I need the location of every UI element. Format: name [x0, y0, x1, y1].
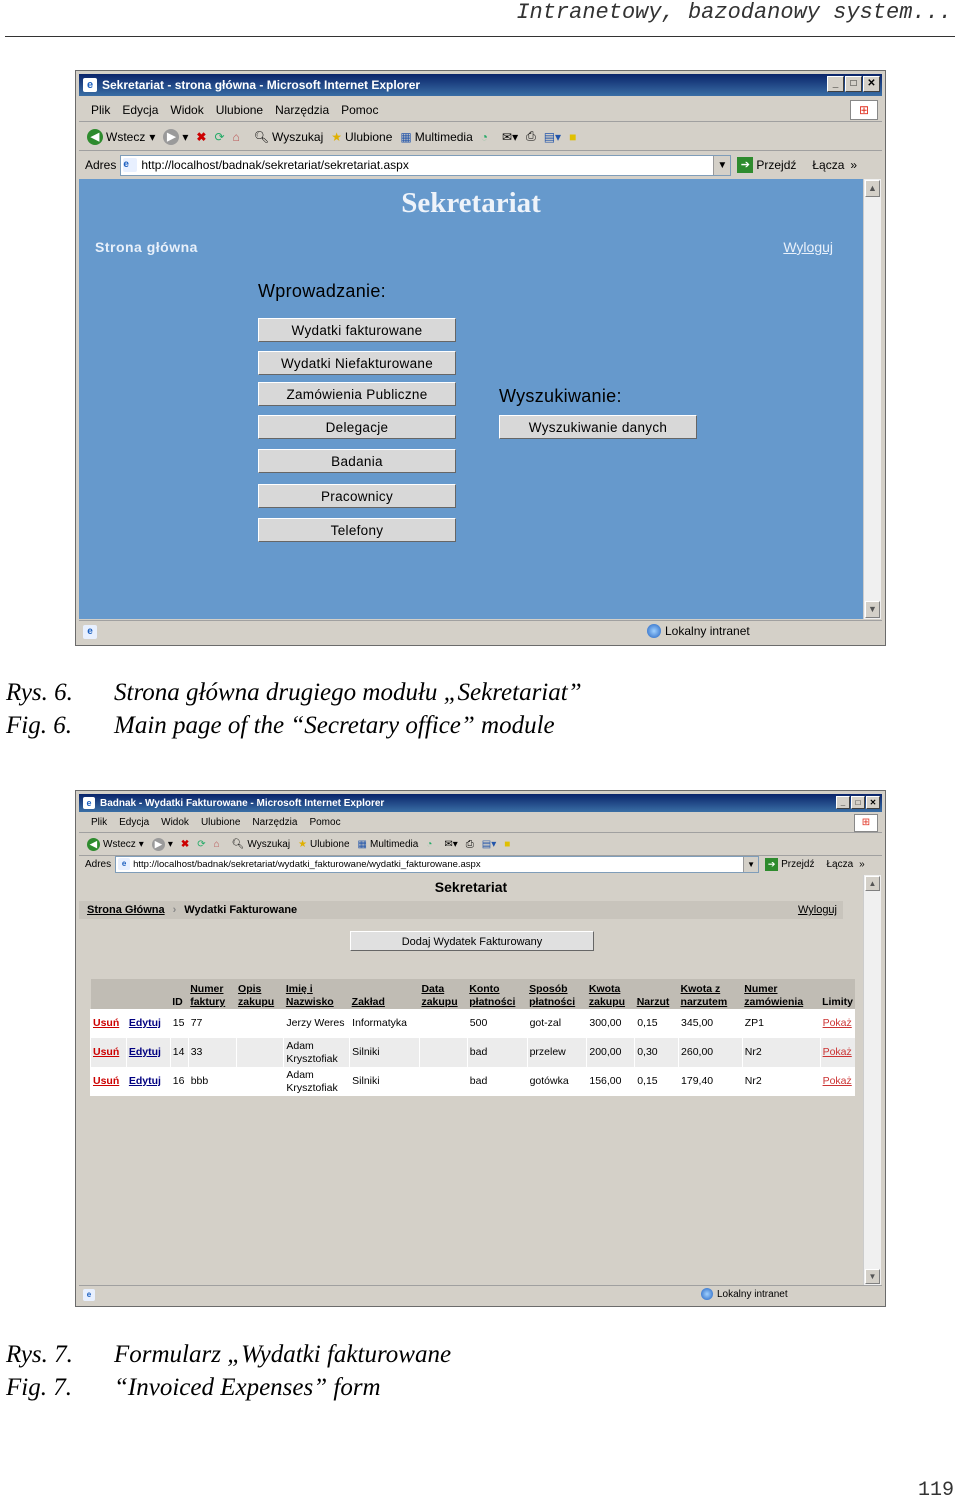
public-orders-button[interactable]: Zamówienia Publiczne [258, 382, 456, 406]
address-url: http://localhost/badnak/sekretariat/sekretariat.aspx [141, 158, 409, 172]
close-button[interactable]: ✕ [863, 76, 880, 92]
add-invoiced-expense-button[interactable]: Dodaj Wydatek Fakturowany [350, 931, 594, 951]
links-button[interactable]: Łącza [812, 158, 845, 172]
security-zone: Lokalny intranet [701, 1288, 788, 1300]
address-url: http://localhost/badnak/sekretariat/wydatki_fakturowane/wydatki_fakturowane.aspx [133, 858, 481, 870]
menu-help[interactable]: Pomoc [341, 102, 379, 117]
search-button[interactable]: 🔍︎ Wyszukaj [253, 129, 324, 144]
home-button[interactable] [214, 839, 220, 850]
menu-edit[interactable]: Edycja [119, 817, 150, 828]
favorites-button[interactable]: ★ Ulubione [331, 129, 393, 144]
edit-button[interactable] [482, 839, 496, 850]
page-icon: e [123, 158, 137, 172]
address-label: Adres [85, 858, 112, 870]
back-button[interactable]: ◀ Wstecz ▾ [87, 838, 144, 851]
cell-amount: 156,00 [587, 1067, 635, 1096]
menu-bar [79, 813, 882, 833]
cell-department: Silniki [350, 1038, 420, 1067]
breadcrumb-home-link[interactable]: Strona Główna [87, 904, 165, 916]
menu-bar [79, 98, 882, 122]
breadcrumb [79, 901, 843, 919]
cell-markup: 0,15 [635, 1009, 679, 1038]
show-limits-link[interactable]: Pokaż [820, 1009, 855, 1038]
address-label: Adres [85, 158, 117, 172]
table-row [91, 1009, 856, 1038]
forward-button[interactable]: ▶ ▾ [163, 129, 188, 145]
cell-order-number: ZP1 [742, 1009, 820, 1038]
favorites-button[interactable]: ★ Ulubione [298, 839, 350, 850]
caption-fig6-polish: Rys. 6. Strona główna drugiego modułu „Sekretariat” [6, 679, 582, 706]
cell-account: 500 [467, 1009, 527, 1038]
menu-tools[interactable]: Narzędzia [275, 102, 330, 117]
ie-logo-icon: e [83, 797, 95, 809]
delete-link[interactable]: Usuń [91, 1067, 127, 1096]
cell-amount-with-markup: 345,00 [679, 1009, 743, 1038]
edit-link[interactable]: Edytuj [126, 1009, 170, 1038]
cell-purchase-date [419, 1038, 467, 1067]
expenses-table [90, 979, 855, 1096]
table-header-row [91, 979, 856, 1009]
column-header[interactable]: Kwota z narzutem [679, 979, 743, 1009]
go-button[interactable]: ➔ Przejdź [737, 157, 796, 173]
delegations-button[interactable]: Delegacje [258, 415, 456, 439]
links-chevron-icon[interactable]: » [859, 858, 865, 870]
browser-window-fig6 [75, 70, 886, 646]
column-header[interactable]: Numer zamówienia [742, 979, 820, 1009]
page-title: Sekretariat [434, 879, 508, 895]
go-arrow-icon: ➔ [737, 157, 753, 173]
page-viewport [79, 179, 863, 619]
running-header: Intranetowy, bazodanowy system... [516, 0, 952, 25]
home-icon: ⌂ [213, 839, 220, 850]
cell-markup: 0,30 [635, 1038, 679, 1067]
menu-help[interactable]: Pomoc [309, 817, 341, 828]
cell-name: Jerzy Weres [284, 1009, 350, 1038]
intranet-globe-icon [701, 1288, 713, 1300]
cell-amount-with-markup: 179,40 [679, 1067, 743, 1096]
window-title: Badnak - Wydatki Fakturowane - Microsoft Internet Explorer [100, 797, 385, 809]
mail-icon: ✉▾ [444, 839, 458, 850]
stop-button[interactable] [196, 130, 206, 144]
print-icon: ⎙ [465, 839, 474, 850]
messenger-button[interactable] [569, 130, 576, 144]
column-header: Limity [820, 979, 855, 1009]
maximize-button[interactable]: □ [851, 796, 865, 809]
page-icon: e [118, 858, 130, 870]
header-rule [5, 36, 955, 37]
delete-link[interactable]: Usuń [91, 1038, 127, 1067]
cell-department: Informatyka [350, 1009, 420, 1038]
column-header[interactable]: Kwota zakupu [587, 979, 635, 1009]
logout-link[interactable]: Wyloguj [783, 239, 833, 255]
cell-payment-method: gotówka [527, 1067, 587, 1096]
address-dropdown-icon[interactable]: ▼ [713, 156, 730, 175]
menu-favorites[interactable]: Ulubione [200, 817, 241, 828]
table-row [91, 1038, 856, 1067]
messenger-button[interactable] [504, 839, 510, 850]
minimize-button[interactable]: _ [836, 796, 850, 809]
refresh-button[interactable] [197, 839, 205, 850]
close-button[interactable]: ✕ [866, 796, 880, 809]
column-header [91, 979, 127, 1009]
intranet-globe-icon [647, 624, 661, 638]
column-header[interactable]: Imię i Nazwisko [284, 979, 350, 1009]
show-limits-link[interactable]: Pokaż [820, 1067, 855, 1096]
history-button[interactable] [481, 130, 488, 144]
star-icon: ★ [298, 839, 308, 850]
cell-id: 14 [170, 1038, 188, 1067]
address-dropdown-icon[interactable]: ▼ [743, 857, 758, 872]
address-field[interactable] [115, 856, 759, 873]
entry-heading: Wprowadzanie: [258, 281, 386, 301]
cell-account: bad [467, 1067, 527, 1096]
caption-fig7-polish: Rys. 7. Formularz „Wydatki fakturowane [6, 1341, 452, 1368]
vertical-scrollbar[interactable] [863, 179, 881, 619]
stop-button[interactable] [181, 839, 189, 850]
caption-fig6-english: Fig. 6. Main page of the “Secretary office” module [6, 712, 555, 739]
menu-file[interactable]: Plik [91, 817, 108, 828]
status-page-icon: e [83, 1289, 95, 1301]
menu-favorites[interactable]: Ulubione [215, 102, 264, 117]
toolbar [79, 123, 882, 151]
star-icon: ★ [331, 129, 343, 144]
note-icon: ■ [504, 839, 511, 850]
cell-payment-method: przelew [527, 1038, 587, 1067]
column-header [126, 979, 170, 1009]
page-viewport [79, 875, 863, 1285]
breadcrumb-separator-icon: › [172, 904, 177, 916]
cell-description [236, 1067, 284, 1096]
cell-description [236, 1009, 284, 1038]
cell-description [236, 1038, 284, 1067]
data-search-button[interactable]: Wyszukiwanie danych [499, 415, 697, 439]
forward-arrow-icon: ▶ [163, 129, 179, 145]
column-header[interactable]: Narzut [635, 979, 679, 1009]
edit-icon: ▤▾ [543, 129, 562, 144]
history-button[interactable] [426, 839, 432, 850]
cell-markup: 0,15 [635, 1067, 679, 1096]
media-button[interactable]: ▦ Multimedia [357, 839, 419, 850]
column-header[interactable]: Numer faktury [188, 979, 236, 1009]
print-icon: ⎙ [526, 129, 536, 143]
cell-account: bad [467, 1038, 527, 1067]
page-number: 119 [917, 1479, 954, 1502]
scroll-down-icon[interactable]: ▼ [865, 1269, 880, 1284]
mail-button[interactable] [502, 130, 518, 144]
back-arrow-icon: ◀ [87, 129, 103, 145]
mail-button[interactable] [444, 839, 457, 850]
cell-invoice-number: 77 [188, 1009, 236, 1038]
forward-button[interactable]: ▶ ▾ [152, 838, 173, 851]
back-button[interactable]: ◀ Wstecz ▾ [87, 129, 155, 145]
refresh-icon: ⟳ [214, 129, 225, 144]
scroll-down-icon[interactable]: ▼ [865, 601, 880, 618]
column-header[interactable]: Data zakupu [419, 979, 467, 1009]
cell-amount: 300,00 [587, 1009, 635, 1038]
back-arrow-icon: ◀ [87, 838, 100, 851]
cell-id: 15 [170, 1009, 188, 1038]
media-icon: ▦ [400, 129, 412, 144]
print-button[interactable] [526, 129, 536, 144]
non-invoiced-expenses-button[interactable]: Wydatki Niefakturowane [258, 351, 456, 375]
stop-icon: ✖ [180, 839, 190, 850]
cell-name: Adam Krysztofiak [284, 1067, 350, 1096]
cell-order-number: Nr2 [742, 1067, 820, 1096]
links-button[interactable]: Łącza [826, 858, 854, 870]
status-bar [79, 620, 882, 642]
scroll-up-icon[interactable]: ▲ [865, 876, 880, 891]
column-header[interactable]: Opis zakupu [236, 979, 284, 1009]
print-button[interactable] [466, 839, 474, 850]
table-row [91, 1067, 856, 1096]
employees-button[interactable]: Pracownicy [258, 484, 456, 508]
cell-id: 16 [170, 1067, 188, 1096]
address-field[interactable] [120, 155, 731, 176]
media-button[interactable]: ▦ Multimedia [400, 129, 473, 144]
cell-order-number: Nr2 [742, 1038, 820, 1067]
refresh-button[interactable] [214, 130, 224, 144]
edit-button[interactable] [544, 130, 561, 144]
media-icon: ▦ [357, 839, 367, 850]
status-page-icon: e [83, 625, 97, 639]
edit-link[interactable]: Edytuj [126, 1067, 170, 1096]
menu-view[interactable]: Widok [170, 102, 204, 117]
minimize-button[interactable]: _ [827, 76, 844, 92]
menu-tools[interactable]: Narzędzia [252, 817, 298, 828]
history-icon: ◔ [480, 129, 489, 144]
maximize-button[interactable]: □ [845, 76, 862, 92]
caption-fig7-english: Fig. 7. “Invoiced Expenses” form [6, 1374, 381, 1401]
cell-department: Silniki [350, 1067, 420, 1096]
security-zone: Lokalny intranet [647, 624, 750, 638]
forward-arrow-icon: ▶ [152, 838, 165, 851]
page-title: Sekretariat [401, 187, 541, 219]
menu-view[interactable]: Widok [161, 817, 189, 828]
windows-logo-icon: ⊞ [854, 814, 878, 832]
column-header[interactable]: Sposób płatności [527, 979, 587, 1009]
window-title: Sekretariat - strona główna - Microsoft Internet Explorer [102, 78, 421, 92]
window-controls [827, 76, 880, 92]
address-bar [79, 152, 882, 178]
title-bar [79, 794, 882, 812]
cell-name: Adam Krysztofiak [284, 1038, 350, 1067]
cell-amount: 200,00 [587, 1038, 635, 1067]
research-button[interactable]: Badania [258, 449, 456, 473]
home-button[interactable] [233, 130, 240, 144]
edit-icon: ▤▾ [481, 839, 497, 850]
menu-edit[interactable]: Edycja [122, 102, 159, 117]
history-icon: ◔ [426, 839, 433, 850]
windows-logo-icon: ⊞ [850, 100, 878, 120]
search-icon: 🔍︎ [253, 129, 270, 144]
column-header[interactable]: Konto płatności [467, 979, 527, 1009]
stop-icon: ✖ [196, 129, 207, 144]
cell-invoice-number: bbb [188, 1067, 236, 1096]
ie-logo-icon: e [83, 78, 97, 92]
go-arrow-icon: ➔ [765, 858, 778, 871]
home-icon: ⌂ [232, 129, 240, 144]
column-header[interactable]: Zakład [350, 979, 420, 1009]
status-bar [79, 1285, 882, 1303]
search-heading: Wyszukiwanie: [499, 386, 622, 406]
search-icon: 🔍︎ [231, 839, 245, 850]
mail-icon: ✉▾ [502, 129, 519, 144]
vertical-scrollbar[interactable] [863, 875, 881, 1285]
cell-purchase-date [419, 1067, 467, 1096]
toolbar [79, 834, 882, 856]
browser-window-fig7 [75, 790, 886, 1307]
links-chevron-icon[interactable]: » [850, 158, 858, 172]
window-controls [836, 796, 880, 809]
scroll-up-icon[interactable]: ▲ [865, 180, 880, 197]
cell-amount-with-markup: 260,00 [679, 1038, 743, 1067]
cell-payment-method: got-zal [527, 1009, 587, 1038]
breadcrumb-current: Wydatki Fakturowane [184, 904, 298, 916]
delete-link[interactable]: Usuń [91, 1009, 127, 1038]
cell-purchase-date [419, 1009, 467, 1038]
invoiced-expenses-button[interactable]: Wydatki fakturowane [258, 318, 456, 342]
cell-invoice-number: 33 [188, 1038, 236, 1067]
home-link[interactable]: Strona główna [95, 239, 198, 255]
note-icon: ■ [569, 129, 577, 144]
go-button[interactable]: ➔ Przejdź [765, 858, 814, 871]
logout-link[interactable]: Wyloguj [797, 904, 837, 916]
phones-button[interactable]: Telefony [258, 518, 456, 542]
search-button[interactable]: 🔍︎ Wyszukaj [231, 839, 291, 850]
column-header: ID [170, 979, 188, 1009]
refresh-icon: ⟳ [197, 839, 206, 850]
show-limits-link[interactable]: Pokaż [820, 1038, 855, 1067]
address-bar [79, 854, 882, 874]
menu-file[interactable]: Plik [91, 102, 111, 117]
title-bar [79, 74, 882, 96]
edit-link[interactable]: Edytuj [126, 1038, 170, 1067]
